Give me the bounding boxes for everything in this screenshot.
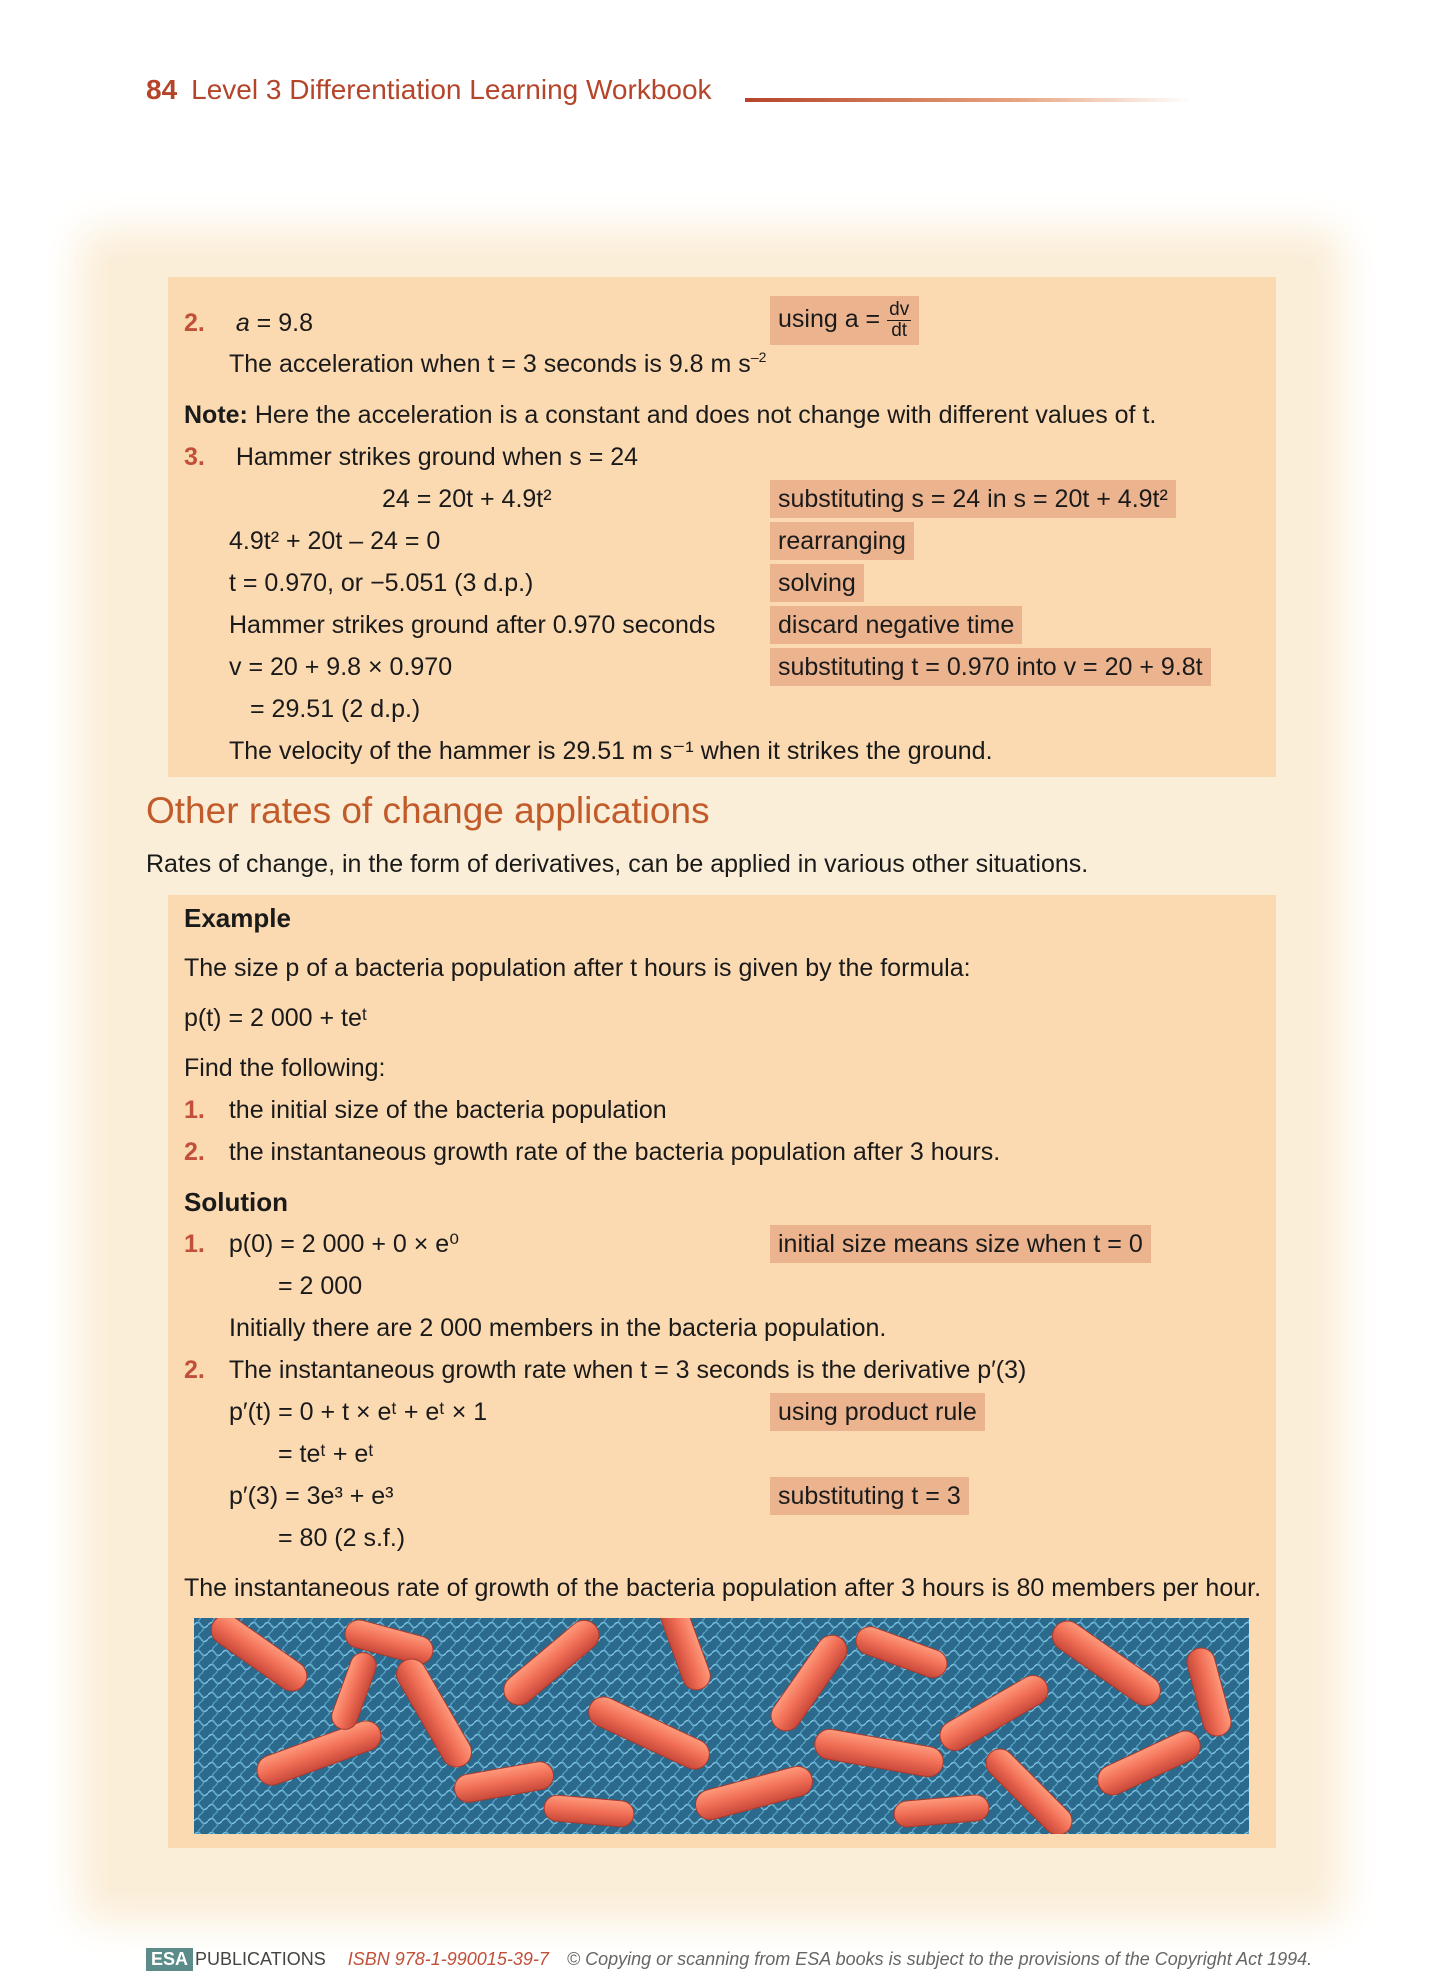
note-line: Note: Here the acceleration is a constant and does not change with different values of t. — [184, 401, 1157, 429]
equation-line: = 29.51 (2 d.p.) — [250, 695, 421, 723]
annotation-rearranging: rearranging — [770, 522, 914, 560]
equation-line: p′(t) = 0 + t × eᵗ + eᵗ × 1 — [229, 1398, 488, 1426]
annotation-initial-size: initial size means size when t = 0 — [770, 1225, 1151, 1263]
publisher-name: PUBLICATIONS — [195, 1949, 326, 1969]
equation-line: = 2 000 — [278, 1272, 363, 1300]
question-2: 2. the instantaneous growth rate of the bacteria population after 3 hours. — [184, 1138, 1001, 1166]
text-line: Hammer strikes ground after 0.970 seconds — [229, 611, 716, 639]
solution-2: 2. The instantaneous growth rate when t = 3 seconds is the derivative p′(3) — [184, 1356, 1027, 1384]
copyright-notice: © Copying or scanning from ESA books is subject to the provisions of the Copyright Act 1994. — [566, 1949, 1313, 1969]
annotation-substituting: substituting s = 24 in s = 20t + 4.9t² — [770, 480, 1176, 518]
annotation-discard: discard negative time — [770, 606, 1022, 644]
solution-1: 1. p(0) = 2 000 + 0 × e⁰ — [184, 1230, 460, 1258]
acceleration-statement: The acceleration when t = 3 seconds is 9.8 m $s^{-2}$ — [229, 349, 767, 378]
footer — [146, 1948, 1312, 1971]
step-2-line: 2. a = 9.8 — [184, 309, 313, 337]
example-text: Find the following: — [184, 1054, 386, 1082]
equation-line: t = 0.970, or −5.051 (3 d.p.) — [229, 569, 534, 597]
section-intro: Rates of change, in the form of derivatives, can be applied in various other situations. — [146, 850, 1089, 878]
annotation-text: using a = — [778, 305, 881, 334]
solution-label: Solution — [184, 1187, 288, 1217]
section-heading: Other rates of change applications — [146, 790, 710, 831]
step-number: 2. — [184, 309, 205, 337]
equation-line: p′(3) = 3e³ + e³ — [229, 1482, 394, 1510]
equation-line: v = 20 + 9.8 × 0.970 — [229, 653, 453, 681]
annotation-substituting-3: substituting t = 3 — [770, 1477, 969, 1515]
acceleration-value: = 9.8 — [256, 309, 313, 337]
equation-line: 4.9t² + 20t – 24 = 0 — [229, 527, 441, 555]
equation-line: 24 = 20t + 4.9t² — [382, 485, 552, 513]
isbn: ISBN 978-1-990015-39-7 — [347, 1949, 549, 1969]
running-header — [146, 74, 712, 106]
bacteria-photo — [194, 1618, 1249, 1834]
formula: p(t) = 2 000 + teᵗ — [184, 1004, 368, 1032]
bacteria-illustration — [194, 1618, 1249, 1834]
annotation-using-dv-dt — [770, 296, 919, 345]
annotation-product-rule: using product rule — [770, 1393, 985, 1431]
example-label: Example — [184, 903, 291, 933]
book-title: Level 3 Differentiation Learning Workbook — [191, 74, 712, 105]
text-line: Initially there are 2 000 members in the bacteria population. — [229, 1314, 887, 1342]
annotation-solving: solving — [770, 564, 864, 602]
example-text: The size p of a bacteria population after t hours is given by the formula: — [184, 954, 971, 982]
step-3-line: 3. Hammer strikes ground when s = 24 — [184, 443, 639, 471]
equation-line: = 80 (2 s.f.) — [278, 1524, 406, 1552]
velocity-statement: The velocity of the hammer is 29.51 m s⁻¹ when it strikes the ground. — [229, 737, 993, 765]
equation-line: = teᵗ + eᵗ — [278, 1440, 374, 1468]
header-rule — [745, 98, 1190, 102]
annotation-substituting-t: substituting t = 0.970 into v = 20 + 9.8t — [770, 648, 1211, 686]
page-number: 84 — [146, 74, 178, 105]
conclusion: The instantaneous rate of growth of the bacteria population after 3 hours is 80 members per hour. — [184, 1574, 1262, 1602]
fraction-dv-dt: $\frac{dv}{dt}$ — [889, 299, 910, 341]
question-1: 1. the initial size of the bacteria population — [184, 1096, 667, 1124]
esa-logo: ESA — [146, 1948, 193, 1971]
